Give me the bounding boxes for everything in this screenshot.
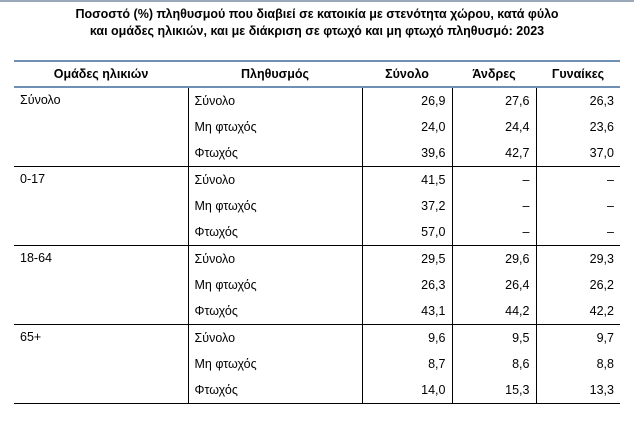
men-cell: 29,6 <box>452 246 536 273</box>
men-cell: 15,3 <box>452 377 536 404</box>
group-label: Σύνολο <box>14 87 188 167</box>
population-cell: Μη φτωχός <box>188 193 362 219</box>
population-cell: Σύνολο <box>188 325 362 352</box>
total-cell: 37,2 <box>362 193 452 219</box>
table-row <box>14 325 620 352</box>
men-cell: – <box>452 219 536 246</box>
population-cell: Φτωχός <box>188 140 362 167</box>
total-cell: 41,5 <box>362 167 452 194</box>
women-cell: 9,7 <box>536 325 620 352</box>
header-total: Σύνολο <box>362 61 452 87</box>
population-cell: Φτωχός <box>188 298 362 325</box>
header-row <box>14 61 620 87</box>
women-cell: 13,3 <box>536 377 620 404</box>
table-title <box>0 6 634 40</box>
header-age-groups: Ομάδες ηλικιών <box>14 61 188 87</box>
total-cell: 9,6 <box>362 325 452 352</box>
header-men: Άνδρες <box>452 61 536 87</box>
data-table <box>14 60 620 404</box>
women-cell: 8,8 <box>536 351 620 377</box>
group-label: 18-64 <box>14 246 188 325</box>
men-cell: 26,4 <box>452 272 536 298</box>
group-label: 65+ <box>14 325 188 404</box>
population-cell: Σύνολο <box>188 87 362 114</box>
top-rule <box>0 0 634 2</box>
group-label: 0-17 <box>14 167 188 246</box>
men-cell: 44,2 <box>452 298 536 325</box>
total-cell: 8,7 <box>362 351 452 377</box>
table-row <box>14 246 620 273</box>
men-cell: – <box>452 167 536 194</box>
total-cell: 39,6 <box>362 140 452 167</box>
total-cell: 26,3 <box>362 272 452 298</box>
men-cell: – <box>452 193 536 219</box>
population-cell: Σύνολο <box>188 246 362 273</box>
women-cell: 26,2 <box>536 272 620 298</box>
men-cell: 9,5 <box>452 325 536 352</box>
men-cell: 24,4 <box>452 114 536 140</box>
title-line-1: Ποσοστό (%) πληθυσμού που διαβιεί σε κατοικία με στενότητα χώρου, κατά φύλο <box>75 7 559 21</box>
total-cell: 26,9 <box>362 87 452 114</box>
population-cell: Μη φτωχός <box>188 114 362 140</box>
population-cell: Φτωχός <box>188 377 362 404</box>
men-cell: 42,7 <box>452 140 536 167</box>
women-cell: 29,3 <box>536 246 620 273</box>
women-cell: – <box>536 193 620 219</box>
header-women: Γυναίκες <box>536 61 620 87</box>
table-row <box>14 87 620 114</box>
total-cell: 57,0 <box>362 219 452 246</box>
women-cell: 26,3 <box>536 87 620 114</box>
total-cell: 43,1 <box>362 298 452 325</box>
total-cell: 29,5 <box>362 246 452 273</box>
total-cell: 24,0 <box>362 114 452 140</box>
women-cell: 23,6 <box>536 114 620 140</box>
population-cell: Σύνολο <box>188 167 362 194</box>
table-row <box>14 167 620 194</box>
population-cell: Μη φτωχός <box>188 272 362 298</box>
women-cell: 37,0 <box>536 140 620 167</box>
women-cell: – <box>536 167 620 194</box>
women-cell: – <box>536 219 620 246</box>
men-cell: 27,6 <box>452 87 536 114</box>
header-population: Πληθυσμός <box>188 61 362 87</box>
title-line-2: και ομάδες ηλικιών, και με διάκριση σε φτωχό και μη φτωχό πληθυσμό: 2023 <box>89 24 545 38</box>
men-cell: 8,6 <box>452 351 536 377</box>
population-cell: Φτωχός <box>188 219 362 246</box>
population-cell: Μη φτωχός <box>188 351 362 377</box>
total-cell: 14,0 <box>362 377 452 404</box>
women-cell: 42,2 <box>536 298 620 325</box>
